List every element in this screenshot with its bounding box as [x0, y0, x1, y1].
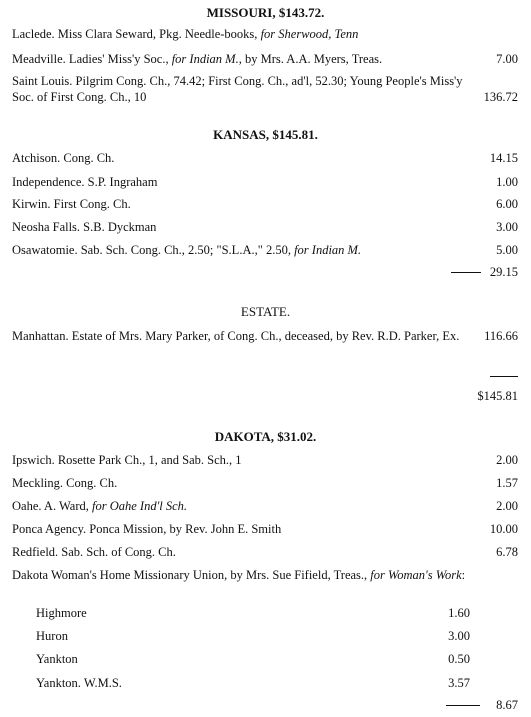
entry-text: Osawatomie. Sab. Sch. Cong. Ch., 2.50; "S.L.A.," 2.50,	[12, 243, 295, 257]
sub-entry-text: Yankton. W.M.S.	[36, 676, 122, 690]
missouri-heading: MISSOURI, $143.72.	[206, 5, 325, 20]
sub-entry-text: Highmore	[36, 606, 87, 620]
entry-text: Kirwin. First Cong. Ch.	[12, 197, 131, 211]
subtotal-rule	[446, 705, 480, 706]
entry-amount: 1.57	[496, 476, 518, 490]
entry-amount: 5.00	[496, 243, 518, 257]
entry-text: Dakota Woman's Home Missionary Union, by Mrs. Sue Fifield, Treas.,	[12, 568, 371, 582]
entry-text: Oahe. A. Ward,	[12, 499, 92, 513]
entry-text: Manhattan. Estate of Mrs. Mary Parker, of Cong. Ch., deceased, by Rev. R.D. Parker, Ex.	[12, 329, 460, 343]
list-item	[12, 328, 518, 344]
list-item	[12, 73, 518, 105]
entry-italic: for Oahe Ind'l Sch.	[92, 499, 188, 513]
list-item	[12, 475, 518, 491]
list-item	[12, 174, 518, 190]
entry-italic: for Woman's Work	[370, 568, 462, 582]
entry-text: Neosha Falls. S.B. Dyckman	[12, 220, 157, 234]
list-item	[12, 51, 518, 67]
sub-entry-text: Huron	[36, 629, 68, 643]
list-item	[12, 196, 518, 212]
list-item	[12, 219, 518, 235]
sub-entry-text: Yankton	[36, 652, 78, 666]
entry-italic: for Indian M.	[171, 52, 239, 66]
entry-text: Laclede. Miss Clara Seward, Pkg. Needle-books,	[12, 27, 261, 41]
dakota-heading: DAKOTA, $31.02.	[214, 429, 317, 444]
entry-amount: 116.66	[484, 329, 518, 343]
entry-amount: 14.15	[489, 151, 518, 165]
entry-text: Saint Louis. Pilgrim Cong. Ch., 74.42; First Cong. Ch., ad'l, 52.30; Young People's Miss'y Soc. of First Cong. Ch., 10	[12, 74, 463, 104]
entry-text-cont: :	[461, 568, 466, 582]
entry-text: Atchison. Cong. Ch.	[12, 151, 115, 165]
entry-amount: 136.72	[483, 90, 518, 104]
entry-amount: 6.00	[496, 197, 518, 211]
entry-amount: 6.78	[496, 545, 518, 559]
estate-total: $145.81	[477, 389, 518, 403]
list-item	[12, 452, 518, 468]
total-rule	[490, 376, 518, 377]
sub-entry-amount: 3.00	[448, 629, 470, 643]
list-item	[12, 544, 518, 560]
list-item	[12, 26, 518, 42]
sub-list-item	[36, 651, 470, 667]
list-item	[12, 567, 518, 583]
sub-list-item	[36, 605, 470, 621]
entry-amount: 1.00	[496, 175, 518, 189]
entry-text: Meadville. Ladies' Miss'y Soc.,	[12, 52, 172, 66]
entry-text: Redfield. Sab. Sch. of Cong. Ch.	[12, 545, 176, 559]
kansas-heading: KANSAS, $145.81.	[213, 127, 318, 142]
sub-entry-amount: 1.60	[448, 606, 470, 620]
entry-italic: for Indian M.	[294, 243, 362, 257]
entry-amount: 3.00	[496, 220, 518, 234]
entry-amount: 7.00	[496, 52, 518, 66]
sub-entry-amount: 3.57	[448, 676, 470, 690]
entry-amount: 2.00	[496, 453, 518, 467]
entry-text: Independence. S.P. Ingraham	[12, 175, 158, 189]
entry-amount: 10.00	[489, 522, 518, 536]
entry-text: Ipswich. Rosette Park Ch., 1, and Sab. Sch., 1	[12, 453, 242, 467]
kansas-subtotal: 29.15	[489, 265, 518, 279]
entry-text-cont: , by Mrs. A.A. Myers, Treas.	[238, 52, 383, 66]
entry-amount: 2.00	[496, 499, 518, 513]
sub-list-item	[36, 628, 470, 644]
list-item	[12, 498, 518, 514]
estate-heading: ESTATE.	[240, 304, 291, 319]
subtotal-rule	[451, 272, 481, 273]
list-item	[12, 521, 518, 537]
list-item	[12, 150, 518, 166]
entry-text: Ponca Agency. Ponca Mission, by Rev. John E. Smith	[12, 522, 282, 536]
entry-text: Meckling. Cong. Ch.	[12, 476, 118, 490]
sub-entry-amount: 0.50	[448, 652, 470, 666]
list-item	[12, 242, 518, 258]
dakota-subtotal: 8.67	[496, 698, 518, 712]
sub-list-item	[36, 675, 470, 691]
entry-italic: for Sherwood, Tenn	[260, 27, 359, 41]
